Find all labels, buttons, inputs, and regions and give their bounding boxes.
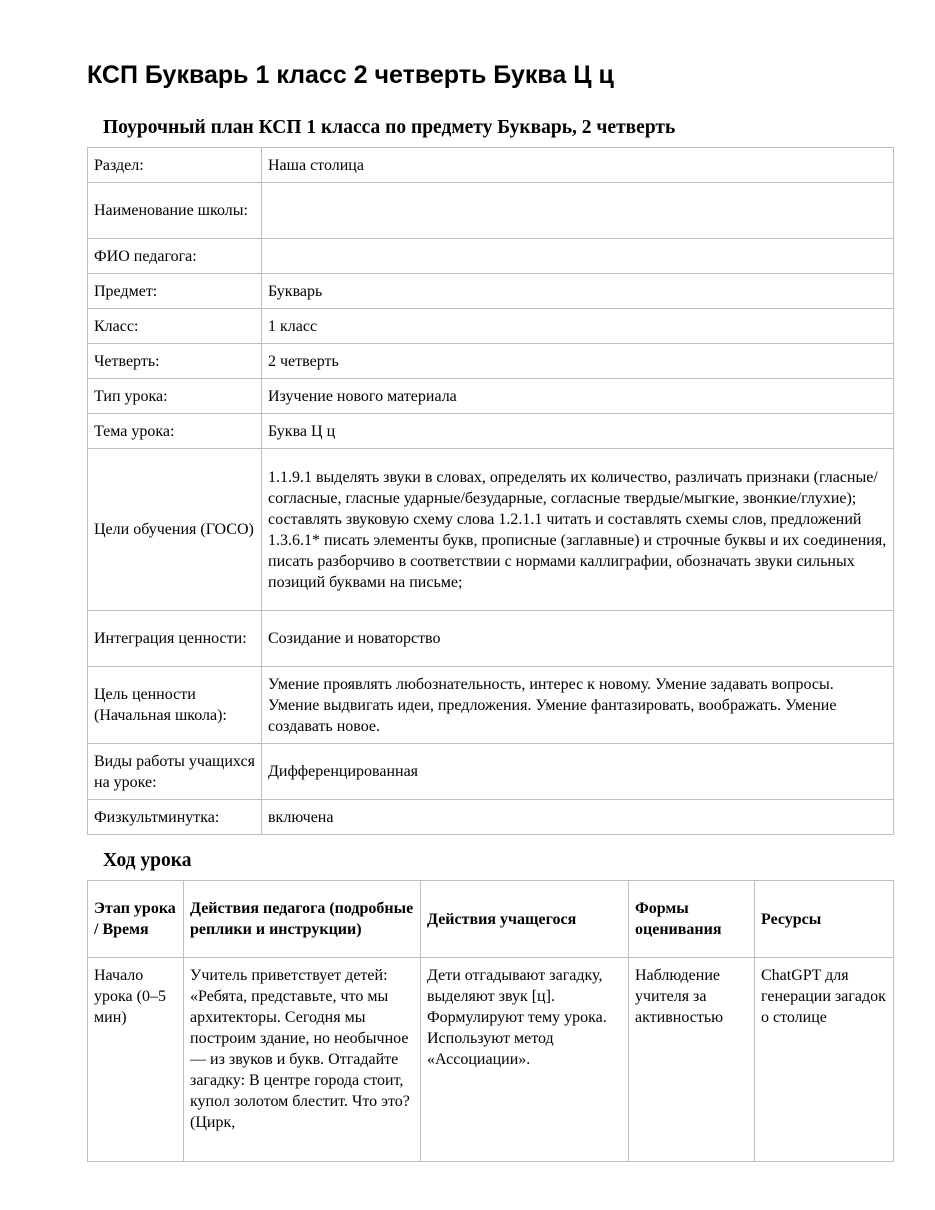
- table-row: [88, 309, 894, 344]
- resources-cell: ChatGPT для генерации загадок о столице: [755, 958, 894, 1162]
- table-header-row: [88, 881, 894, 958]
- info-value: Буква Ц ц: [262, 414, 894, 449]
- assessment-cell: Наблюдение учителя за активностью: [629, 958, 755, 1162]
- table-row: [88, 958, 894, 1162]
- info-label: Тип урока:: [88, 379, 262, 414]
- column-header-assessment: Формы оценивания: [629, 881, 755, 958]
- info-label: Раздел:: [88, 148, 262, 183]
- column-header-student-actions: Действия учащегося: [421, 881, 629, 958]
- info-value: 2 четверть: [262, 344, 894, 379]
- info-label: Наименование школы:: [88, 183, 262, 239]
- info-label: Интеграция ценности:: [88, 611, 262, 667]
- student-actions-cell: Дети отгадывают загадку, выделяют звук [ц]. Формулируют тему урока. Используют метод «Ассоциации».: [421, 958, 629, 1162]
- info-value: Букварь: [262, 274, 894, 309]
- info-value: Наша столица: [262, 148, 894, 183]
- teacher-actions-cell: Учитель приветствует детей: «Ребята, представьте, что мы архитекторы. Сегодня мы построим здание, но необычное — из звуков и букв. Отгадайте загадку: В центре города стоит, купол золотом блестит. Что это? (Цирк,: [184, 958, 421, 1162]
- info-value: Созидание и новаторство: [262, 611, 894, 667]
- lesson-flow-table: [87, 880, 894, 1162]
- column-header-resources: Ресурсы: [755, 881, 894, 958]
- info-value: 1.1.9.1 выделять звуки в словах, определять их количество, различать признаки (гласные/ согласные, гласные ударные/безударные, согласные твердые/мыгкие, звонкие/глухие); составлять звуковую схему слова 1.2.1.1 читать и составлять схемы слов, предложений 1.3.6.1* писать элементы букв, прописные (заглавные) и строчные буквы и их соединения, писать разборчиво в соответствии с нормами каллиграфии, обозначать звуки сильных позиций буквами на письме;: [262, 449, 894, 611]
- table-row: [88, 667, 894, 744]
- lesson-info-table: [87, 147, 894, 835]
- info-label: Физкультминутка:: [88, 800, 262, 835]
- table-row: [88, 800, 894, 835]
- info-label: Предмет:: [88, 274, 262, 309]
- table-row: [88, 344, 894, 379]
- stage-cell: Начало урока (0–5 мин): [88, 958, 184, 1162]
- table-row: [88, 744, 894, 800]
- info-label: Цель ценности (Начальная школа):: [88, 667, 262, 744]
- info-label: Цели обучения (ГОСО): [88, 449, 262, 611]
- table-row: [88, 183, 894, 239]
- table-row: [88, 239, 894, 274]
- info-label: Тема урока:: [88, 414, 262, 449]
- info-value: [262, 183, 894, 239]
- info-value: 1 класс: [262, 309, 894, 344]
- info-value: Изучение нового материала: [262, 379, 894, 414]
- table-row: [88, 148, 894, 183]
- info-value: включена: [262, 800, 894, 835]
- info-label: Класс:: [88, 309, 262, 344]
- table-row: [88, 449, 894, 611]
- info-label: ФИО педагога:: [88, 239, 262, 274]
- info-value: Дифференцированная: [262, 744, 894, 800]
- info-label: Виды работы учащихся на уроке:: [88, 744, 262, 800]
- info-value: Умение проявлять любознательность, интерес к новому. Умение задавать вопросы. Умение выдвигать идеи, предложения. Умение фантазировать, воображать. Умение создавать новое.: [262, 667, 894, 744]
- table-row: [88, 611, 894, 667]
- document-title: КСП Букварь 1 класс 2 четверть Буква Ц ц: [87, 61, 614, 89]
- info-value: [262, 239, 894, 274]
- column-header-stage: Этап урока / Время: [88, 881, 184, 958]
- lesson-heading: Ход урока: [103, 850, 192, 871]
- column-header-teacher-actions: Действия педагога (подробные реплики и инструкции): [184, 881, 421, 958]
- info-label: Четверть:: [88, 344, 262, 379]
- table-row: [88, 379, 894, 414]
- table-row: [88, 274, 894, 309]
- plan-heading: Поурочный план КСП 1 класса по предмету Букварь, 2 четверть: [103, 117, 676, 138]
- table-row: [88, 414, 894, 449]
